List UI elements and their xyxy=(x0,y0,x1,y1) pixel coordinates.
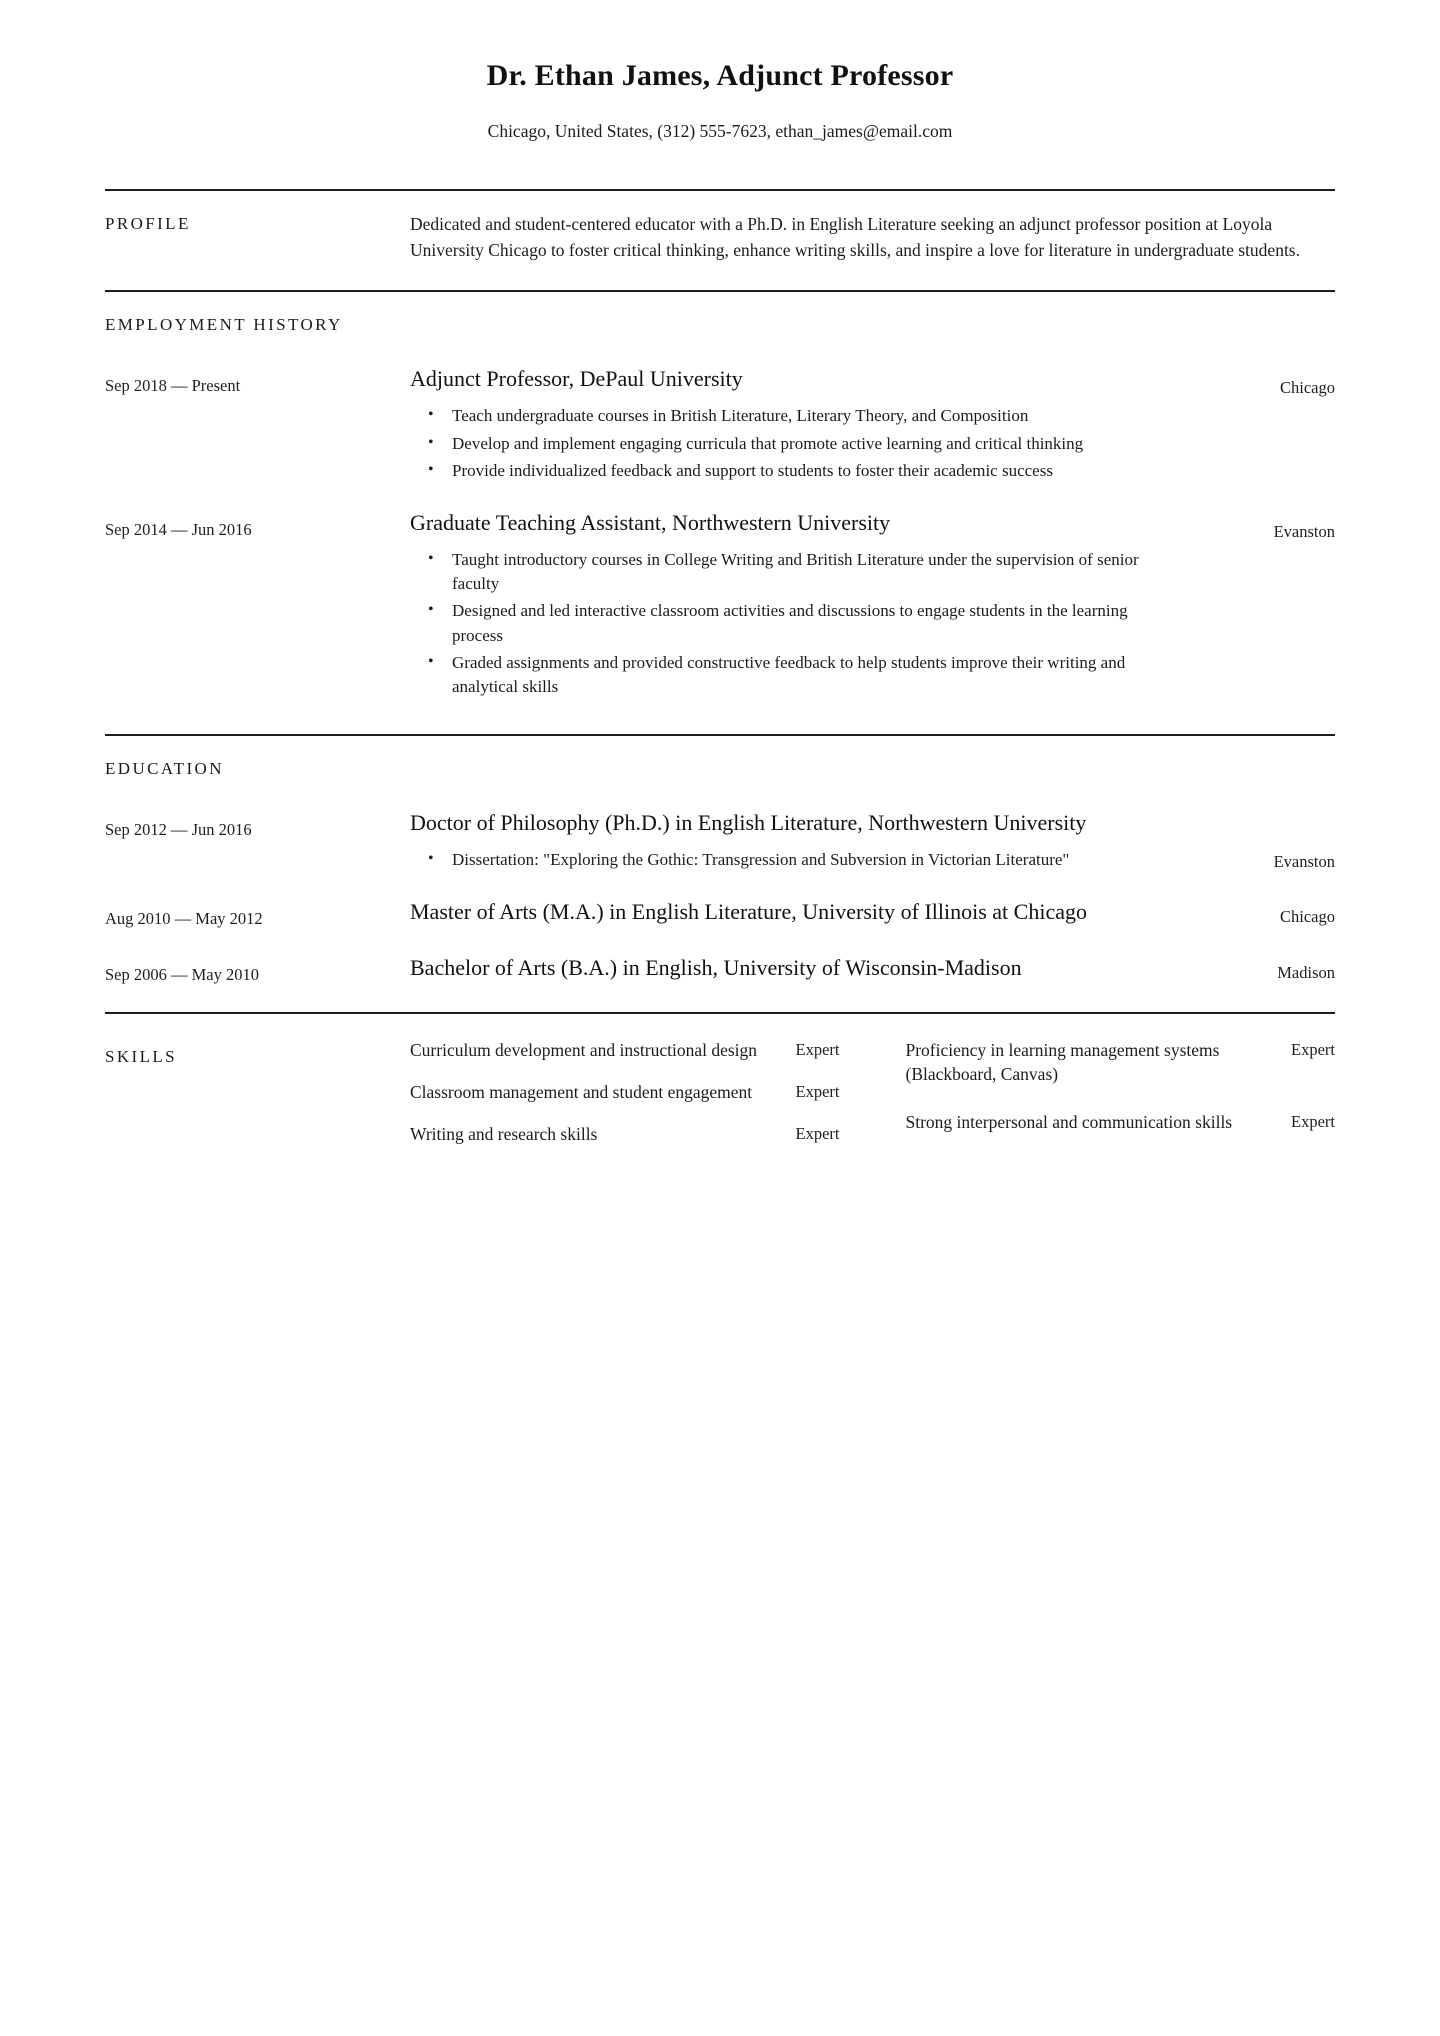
entry-title: Master of Arts (M.A.) in English Literature, University of Illinois at Chicago xyxy=(410,899,1087,925)
skill-level: Expert xyxy=(1291,1039,1335,1059)
section-heading-employment-history: EMPLOYMENT HISTORY xyxy=(105,314,343,334)
profile-text: Dedicated and student-centered educator with a Ph.D. in English Literature seeking an adjunct professor position at Loyola University Chicago to foster critical thinking, enhance writing skills, and inspire a love for literature in undergraduate students. xyxy=(410,213,1300,261)
resume-header xyxy=(0,0,1440,143)
list-item: • Develop and implement engaging curricula that promote active learning and critical thinking xyxy=(452,432,1174,456)
skills-section xyxy=(105,1014,1335,1164)
skill-name: Curriculum development and instructional design xyxy=(410,1039,758,1060)
entry-title: Adjunct Professor, DePaul University xyxy=(410,366,743,392)
skills-column-left xyxy=(410,1038,840,1164)
entry-bullets xyxy=(410,548,1174,699)
profile-label-column xyxy=(105,191,410,264)
entry-title: Doctor of Philosophy (Ph.D.) in English Literature, Northwestern University xyxy=(410,809,1087,835)
entry-location: Madison xyxy=(1277,962,1335,982)
skill-row xyxy=(906,1110,1336,1134)
entry-bullets xyxy=(410,404,1174,482)
skill-level: Expert xyxy=(1291,1111,1335,1131)
skills-label-column xyxy=(105,1038,410,1164)
skill-row xyxy=(906,1038,1336,1086)
list-item: • Taught introductory courses in College Writing and British Literature under the supervision of senior faculty xyxy=(452,548,1174,596)
entry-main xyxy=(410,953,1190,986)
entry-location: Chicago xyxy=(1280,907,1335,927)
skill-level: Expert xyxy=(795,1081,840,1101)
skill-row xyxy=(410,1122,840,1146)
employment-entry xyxy=(105,486,1335,702)
entry-location: Evanston xyxy=(1273,852,1335,872)
entry-date: Aug 2010 — May 2012 xyxy=(105,909,263,929)
entry-bullets xyxy=(410,848,1174,872)
entry-title: Bachelor of Arts (B.A.) in English, University of Wisconsin-Madison xyxy=(410,954,1022,980)
section-heading-education: EDUCATION xyxy=(105,758,224,778)
list-item: • Provide individualized feedback and support to students to foster their academic success xyxy=(452,459,1174,483)
skill-row xyxy=(410,1038,840,1062)
section-heading-skills: SKILLS xyxy=(105,1046,178,1066)
entry-main xyxy=(410,364,1190,486)
skill-level: Expert xyxy=(795,1123,840,1143)
education-entries xyxy=(0,786,1440,1012)
entry-location: Chicago xyxy=(1280,378,1335,398)
skill-row xyxy=(410,1080,840,1104)
entry-title: Graduate Teaching Assistant, Northwestern University xyxy=(410,509,891,535)
education-heading-row xyxy=(105,736,1335,786)
skill-level: Expert xyxy=(795,1039,840,1059)
page-title: Dr. Ethan James, Adjunct Professor xyxy=(486,59,954,92)
entry-main xyxy=(410,897,1190,930)
list-item: • Dissertation: "Exploring the Gothic: Transgression and Subversion in Victorian Literature" xyxy=(452,848,1174,872)
list-item: • Graded assignments and provided constructive feedback to help students improve their writing and analytical skills xyxy=(452,651,1174,699)
employment-heading-row xyxy=(105,292,1335,342)
entry-date: Sep 2012 — Jun 2016 xyxy=(105,819,252,839)
education-entry xyxy=(105,786,1335,875)
skills-columns xyxy=(410,1038,1335,1164)
skills-column-right xyxy=(906,1038,1336,1164)
employment-entries xyxy=(0,342,1440,734)
entry-date: Sep 2006 — May 2010 xyxy=(105,964,259,984)
skill-name: Proficiency in learning management systems (Blackboard, Canvas) xyxy=(905,1039,1220,1084)
skill-name: Writing and research skills xyxy=(410,1123,598,1144)
skill-name: Classroom management and student engagement xyxy=(410,1081,753,1102)
education-entry xyxy=(105,875,1335,930)
profile-body-column xyxy=(410,191,1335,264)
entry-date: Sep 2018 — Present xyxy=(105,376,241,396)
profile-section xyxy=(105,191,1335,290)
entry-main xyxy=(410,808,1190,875)
entry-main xyxy=(410,508,1190,702)
contact-line: Chicago, United States, (312) 555-7623, ethan_james@email.com xyxy=(487,121,953,141)
entry-location: Evanston xyxy=(1273,521,1335,541)
section-heading-profile: PROFILE xyxy=(105,213,191,233)
entry-date: Sep 2014 — Jun 2016 xyxy=(105,519,252,539)
employment-entry xyxy=(105,342,1335,486)
education-entry xyxy=(105,931,1335,986)
list-item: • Teach undergraduate courses in British Literature, Literary Theory, and Composition xyxy=(452,404,1174,428)
list-item: • Designed and led interactive classroom activities and discussions to engage students in the learning process xyxy=(452,599,1174,647)
skill-name: Strong interpersonal and communication skills xyxy=(905,1111,1233,1132)
